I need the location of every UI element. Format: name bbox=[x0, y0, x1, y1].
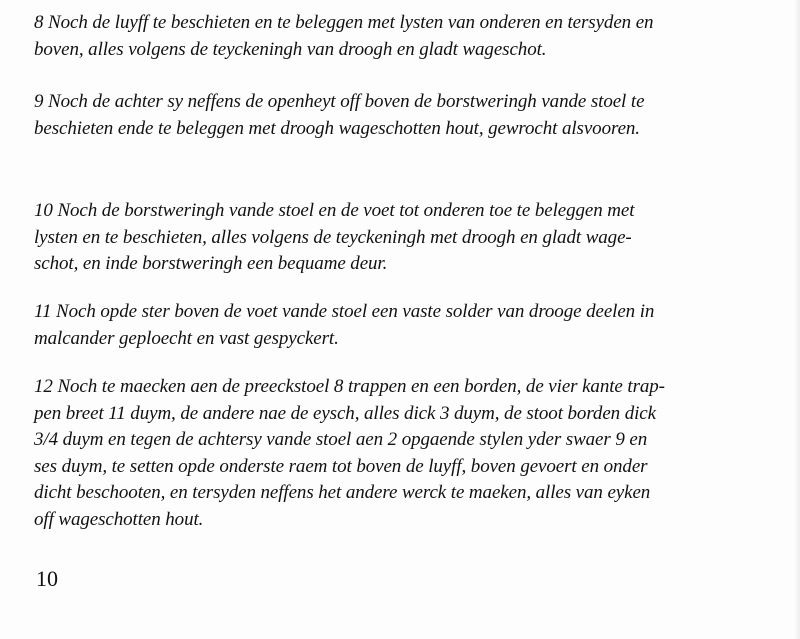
text-line: pen breet 11 duym, de andere nae de eysch, alles dick 3 duym, de stoot borden dick bbox=[34, 402, 656, 424]
paragraph-9 bbox=[34, 89, 774, 142]
text-line: off wageschotten hout. bbox=[34, 508, 204, 530]
text-line: malcander geploecht en vast gespyckert. bbox=[34, 327, 339, 349]
text-line: dicht beschooten, en tersyden neffens het andere werck te maeken, alles van eyken bbox=[34, 482, 651, 503]
paragraph-8 bbox=[34, 10, 774, 63]
text-line: lysten en te beschieten, alles volgens de teyckeningh met droogh en gladt wage- bbox=[34, 226, 632, 248]
paragraph-10 bbox=[34, 198, 774, 278]
text-line: boven, alles volgens de teyckeningh van droogh en gladt wageschot. bbox=[34, 38, 547, 60]
scan-edge-shadow bbox=[794, 0, 800, 639]
paragraph-11 bbox=[34, 299, 774, 352]
text-line: 11 Noch opde ster boven de voet vande stoel een vaste solder van drooge deelen in bbox=[34, 301, 655, 322]
text-line: beschieten ende te beleggen met droogh wageschotten hout, gewrocht alsvooren. bbox=[34, 117, 640, 139]
text-line: 10 Noch de borstweringh vande stoel en de voet tot onderen toe te beleggen met bbox=[34, 200, 635, 221]
text-line: 3/4 duym en tegen de achtersy vande stoel aen 2 opgaende stylen yder swaer 9 en bbox=[34, 429, 648, 450]
text-line: ses duym, te setten opde onderste raem tot boven de luyff, boven gevoert en onder bbox=[34, 455, 648, 477]
text-line: 8 Noch de luyff te beschieten en te beleggen met lysten van onderen en tersyden en bbox=[34, 12, 654, 33]
text-line: schot, en inde borstweringh een bequame deur. bbox=[34, 253, 388, 274]
text-line: 9 Noch de achter sy neffens de openheyt off boven de borstweringh vande stoel te bbox=[34, 91, 645, 112]
page-number: 10 bbox=[36, 566, 58, 591]
paragraph-12 bbox=[34, 374, 774, 533]
text-line: 12 Noch te maecken aen de preeckstoel 8 trappen en een borden, de vier kante trap- bbox=[34, 376, 665, 397]
